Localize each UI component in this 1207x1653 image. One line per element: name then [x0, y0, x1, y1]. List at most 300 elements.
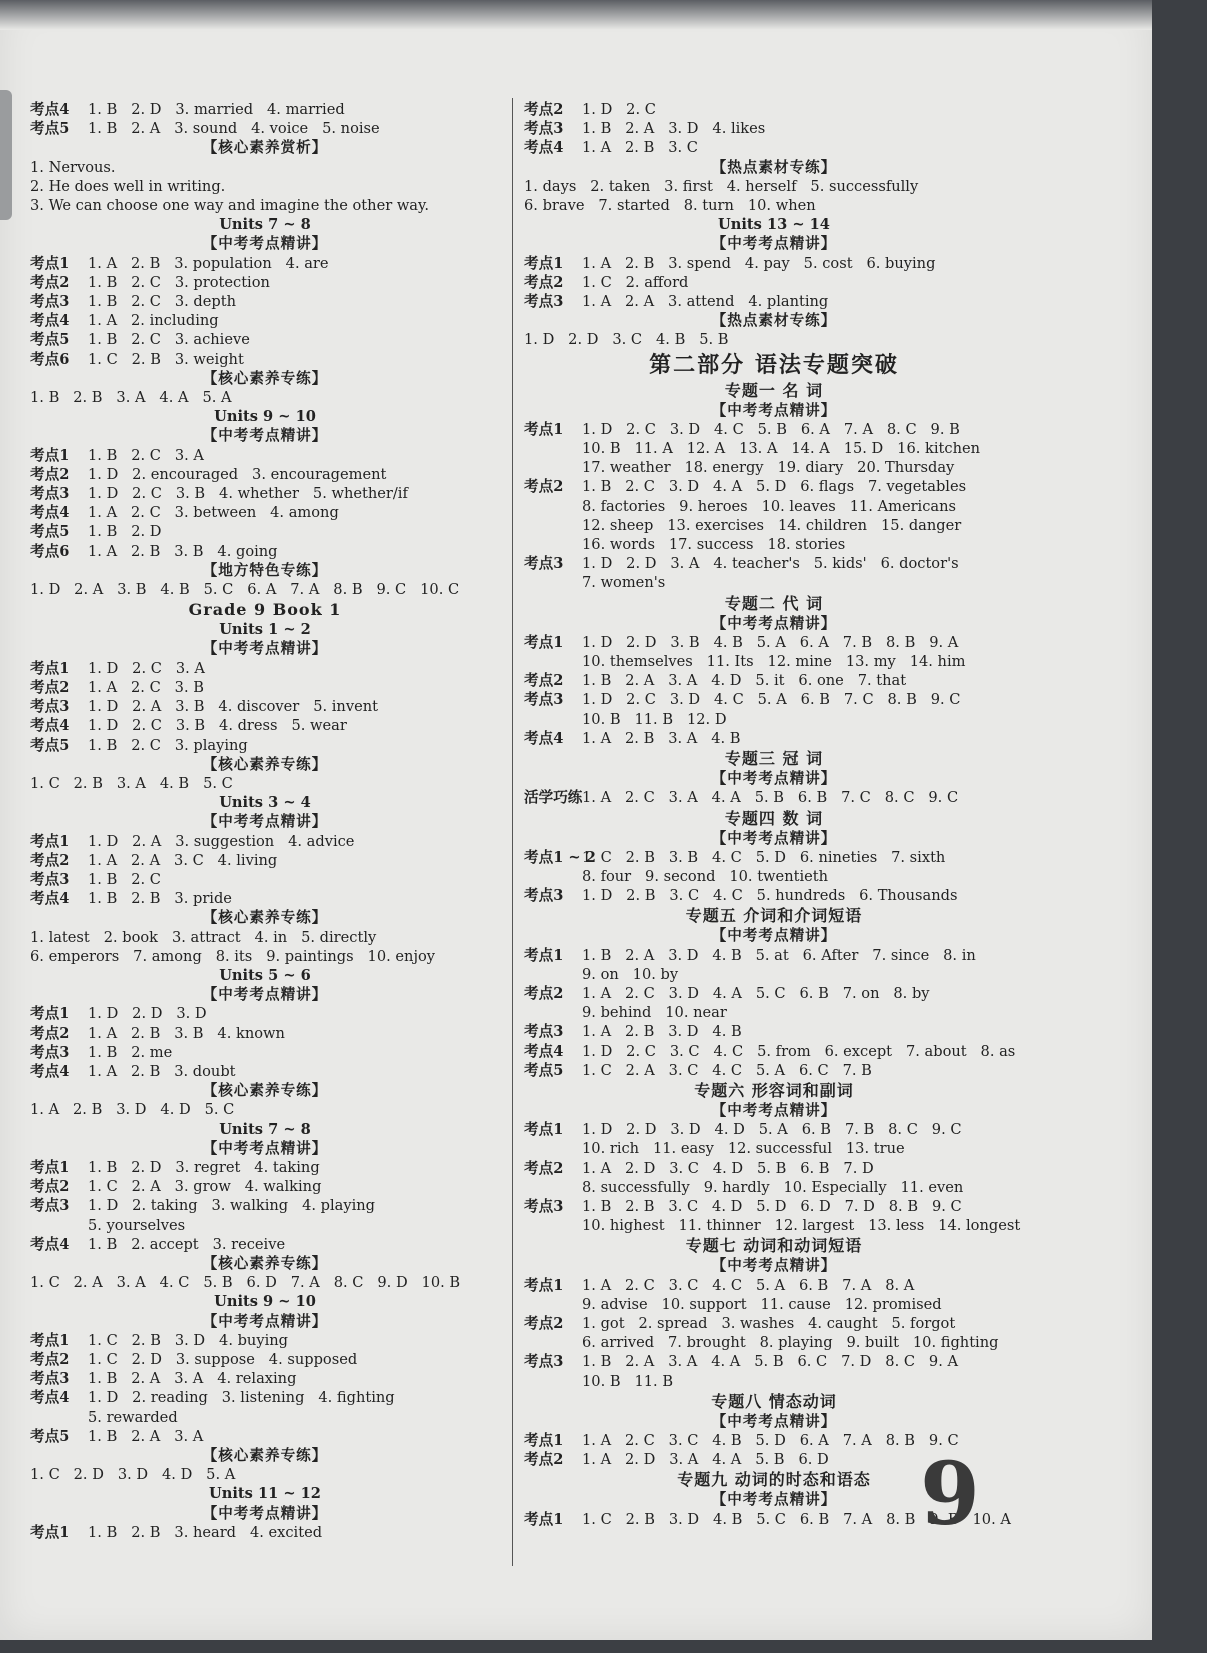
answers-text: 1. got 2. spread 3. washes 4. caught 5. forgot [582, 1314, 956, 1332]
answer-row [30, 1331, 500, 1350]
answers-text: 10. B 11. B 12. D [582, 710, 727, 728]
unit-heading: Units 9 ~ 10 [214, 1293, 316, 1311]
answer-row-continued [30, 1216, 500, 1235]
question-point-label: 考点4 [30, 101, 70, 118]
question-point-label: 考点6 [30, 350, 70, 368]
section-subheading: 【中考考点精讲】 [711, 927, 837, 945]
question-point-label: 考点4 [30, 312, 70, 330]
answers-text: 1. A 2. C 3. B [88, 678, 204, 696]
answers-text: 1. D 2. reading 3. listening 4. fighting [88, 1389, 395, 1407]
answer-row-continued [524, 652, 1024, 671]
answer-line: 2. He does well in writing. [30, 177, 226, 195]
unit-heading: Units 13 ~ 14 [718, 216, 830, 234]
answer-row [30, 1177, 500, 1196]
answers-text: 1. C 2. B 3. D 4. B 5. C 6. B 7. A 8. B 9. B 10. A [582, 1510, 1011, 1528]
topic-heading: 专题五 介词和介词短语 [685, 906, 863, 926]
answer-line: 1. A 2. B 3. D 4. D 5. C [30, 1101, 235, 1119]
answers-text: 1. B 2. A 3. A 4. D 5. it 6. one 7. that [582, 672, 907, 690]
section-subheading: 【中考考点精讲】 [711, 770, 837, 788]
answers-text: 1. D 2. D 3. A 4. teacher's 5. kids' 6. doctor's [582, 555, 959, 573]
question-point-label: 考点1 [524, 1431, 564, 1449]
answer-row-continued [524, 1003, 1024, 1022]
section-subheading: 【地方特色专练】 [202, 561, 328, 579]
question-point-label: 考点1 [524, 254, 564, 272]
section-subheading: 【核心素养专练】 [202, 369, 328, 387]
answers-text: 1. A 2. B 3. C [582, 139, 698, 157]
answer-row-continued [524, 1333, 1024, 1352]
answers-text: 1. B 2. D [88, 523, 162, 541]
answer-row [524, 1042, 1024, 1061]
answers-text: 1. A 2. B 3. B 4. known [88, 1024, 285, 1042]
answer-row [30, 100, 500, 119]
answers-text: 1. B 2. A 3. D 4. B 5. at 6. After 7. since 8. in [582, 946, 976, 964]
answer-line: 1. D 2. A 3. B 4. B 5. C 6. A 7. A 8. B 9. C 10. C [30, 581, 460, 599]
answer-row [30, 1369, 500, 1388]
answer-row [30, 1043, 500, 1062]
answer-row [524, 1022, 1024, 1041]
question-point-label: 考点4 [30, 504, 70, 522]
answers-text: 8. factories 9. heroes 10. leaves 11. Americans [582, 497, 956, 515]
answer-row-continued [524, 439, 1024, 458]
unit-heading: Units 11 ~ 12 [209, 1485, 321, 1503]
answers-text: 10. highest 11. thinner 12. largest 13. less 14. longest [582, 1217, 1021, 1235]
answer-row [524, 1352, 1024, 1371]
answers-text: 5. rewarded [88, 1408, 178, 1426]
section-subheading: 【核心素养专练】 [202, 1082, 328, 1100]
answer-row [30, 1062, 500, 1081]
top-shadow [0, 0, 1152, 30]
section-subheading: 【热点素材专练】 [711, 312, 837, 330]
topic-heading: 专题八 情态动词 [711, 1391, 837, 1411]
topic-heading: 专题六 形容词和副词 [694, 1080, 854, 1100]
answer-line: 3. We can choose one way and imagine the other way. [30, 197, 429, 215]
unit-heading: Units 9 ~ 10 [214, 408, 316, 426]
answers-text: 9. advise 10. support 11. cause 12. promised [582, 1295, 942, 1313]
question-point-label: 考点1 [30, 832, 70, 850]
answer-line: 1. C 2. A 3. A 4. C 5. B 6. D 7. A 8. C 9. D 10. B [30, 1274, 461, 1292]
question-point-label: 考点2 [30, 1178, 70, 1196]
question-point-label: 考点2 [30, 678, 70, 696]
question-point-label: 考点1 [30, 446, 70, 464]
answer-line: 1. B 2. B 3. A 4. A 5. A [30, 389, 232, 407]
answers-text: 1. C 2. afford [582, 273, 689, 291]
topic-heading: 专题二 代 词 [724, 593, 824, 613]
answers-text: 1. A 2. B 3. D 4. B [582, 1023, 742, 1041]
answer-line: 1. D 2. D 3. C 4. B 5. B [524, 331, 729, 349]
answers-text: 1. C 2. A 3. C 4. C 5. A 6. C 7. B [582, 1061, 872, 1079]
part-title: 第二部分 语法专题突破 [649, 351, 899, 378]
answers-text: 1. D 2. C 3. A [88, 659, 205, 677]
section-subheading: 【核心素养专练】 [202, 1254, 328, 1272]
section-subheading: 【热点素材专练】 [711, 158, 837, 176]
question-point-label: 考点3 [30, 1197, 70, 1215]
answers-text: 1. A 2. including [88, 312, 219, 330]
answer-row-continued [524, 710, 1024, 729]
unit-heading: Units 1 ~ 2 [219, 621, 311, 639]
answers-text: 1. B 2. A 3. sound 4. voice 5. noise [88, 120, 380, 138]
question-point-label: 考点3 [524, 120, 564, 138]
answer-row [524, 848, 1024, 867]
question-point-label: 考点5 [30, 736, 70, 754]
answer-row [524, 886, 1024, 905]
question-point-label: 考点2 [524, 101, 564, 118]
answer-row [30, 350, 500, 369]
answers-text: 1. A 2. D 3. C 4. D 5. B 6. B 7. D [582, 1159, 874, 1177]
answer-row-continued [524, 535, 1024, 554]
answers-text: 1. B 2. C 3. A [88, 446, 204, 464]
answer-row [524, 420, 1024, 439]
question-point-label: 考点1 [30, 659, 70, 677]
section-subheading: 【核心素养专练】 [202, 755, 328, 773]
section-subheading: 【中考考点精讲】 [202, 986, 328, 1004]
question-point-label: 考点3 [30, 1370, 70, 1388]
answer-row [30, 330, 500, 349]
question-point-label: 考点1 [524, 1276, 564, 1294]
answers-text: 1. A 2. C 3. D 4. A 5. C 6. B 7. on 8. by [582, 984, 930, 1002]
answer-row [30, 1235, 500, 1254]
answers-text: 1. B 2. A 3. A 4. relaxing [88, 1370, 297, 1388]
question-point-label: 考点2 [524, 984, 564, 1002]
answers-text: 1. D 2. D 3. B 4. B 5. A 6. A 7. B 8. B 9. A [582, 633, 959, 651]
answer-row [524, 477, 1024, 496]
topic-heading: Grade 9 Book 1 [188, 600, 342, 620]
answer-row [30, 1158, 500, 1177]
answers-text: 1. D 2. B 3. C 4. C 5. hundreds 6. Thousands [582, 887, 958, 905]
answers-text: 1. B 2. C 3. depth [88, 293, 236, 311]
question-point-label: 考点4 [30, 1389, 70, 1407]
question-point-label: 考点1 ~ 2 [524, 848, 596, 866]
question-point-label: 考点3 [30, 293, 70, 311]
answers-text: 1. B 2. C 3. achieve [88, 331, 250, 349]
question-point-label: 考点4 [30, 717, 70, 735]
answer-row [30, 1024, 500, 1043]
question-point-label: 考点5 [30, 120, 70, 138]
page-edge-tab [0, 90, 12, 220]
question-point-label: 活学巧练 [524, 789, 583, 807]
answer-row [30, 678, 500, 697]
question-point-label: 考点2 [30, 465, 70, 483]
answer-row [30, 1388, 500, 1407]
answers-text: 1. D 2. C [582, 101, 656, 118]
question-point-label: 考点3 [524, 293, 564, 311]
answers-text: 1. A 2. B 3. spend 4. pay 5. cost 6. buying [582, 254, 936, 272]
answer-row [30, 1196, 500, 1215]
section-subheading: 【中考考点精讲】 [711, 1101, 837, 1119]
answers-text: 7. women's [582, 574, 666, 592]
answers-text: 8. successfully 9. hardly 10. Especially 11. even [582, 1178, 964, 1196]
answer-row [524, 1159, 1024, 1178]
answer-row-continued [524, 458, 1024, 477]
section-subheading: 【核心素养专练】 [202, 909, 328, 927]
answer-row-continued [30, 1408, 500, 1427]
answers-text: 1. A 2. A 3. attend 4. planting [582, 293, 829, 311]
answer-row-continued [524, 867, 1024, 886]
answers-text: 1. D 2. A 3. B 4. discover 5. invent [88, 698, 378, 716]
question-point-label: 考点2 [30, 273, 70, 291]
answers-text: 8. four 9. second 10. twentieth [582, 867, 829, 885]
section-subheading: 【核心素养专练】 [202, 1447, 328, 1465]
answers-text: 1. D 2. C 3. B 4. whether 5. whether/if [88, 485, 408, 503]
question-point-label: 考点4 [30, 1062, 70, 1080]
answer-row [30, 889, 500, 908]
answers-text: 17. weather 18. energy 19. diary 20. Thursday [582, 459, 955, 477]
question-point-label: 考点3 [524, 555, 564, 573]
answers-text: 1. A 2. B 3. doubt [88, 1062, 236, 1080]
answer-row [30, 659, 500, 678]
answers-text: 1. D 2. C 3. D 4. C 5. B 6. A 7. A 8. C 9. B [582, 420, 960, 438]
topic-heading: 专题七 动词和动词短语 [685, 1236, 863, 1256]
answer-row-continued [524, 516, 1024, 535]
answer-row [30, 832, 500, 851]
answer-line: 1. C 2. D 3. D 4. D 5. A [30, 1466, 236, 1484]
question-point-label: 考点3 [30, 1043, 70, 1061]
answer-row-continued [524, 1216, 1024, 1235]
answers-text: 1. D 2. D 3. D 4. D 5. A 6. B 7. B 8. C 9. C [582, 1121, 962, 1139]
section-subheading: 【中考考点精讲】 [202, 1139, 328, 1157]
question-point-label: 考点1 [524, 633, 564, 651]
answers-text: 1. B 2. C [88, 870, 161, 888]
answer-row [524, 946, 1024, 965]
answers-text: 1. B 2. accept 3. receive [88, 1235, 286, 1253]
question-point-label: 考点1 [524, 420, 564, 438]
section-subheading: 【中考考点精讲】 [711, 401, 837, 419]
section-subheading: 【中考考点精讲】 [711, 829, 837, 847]
answer-row [524, 292, 1024, 311]
answers-text: 1. D 2. D 3. D [88, 1005, 207, 1023]
answer-row [30, 1427, 500, 1446]
answers-text: 16. words 17. success 18. stories [582, 536, 846, 554]
question-point-label: 考点4 [30, 1235, 70, 1253]
answer-line: 6. emperors 7. among 8. its 9. paintings 10. enjoy [30, 947, 435, 965]
question-point-label: 考点2 [524, 273, 564, 291]
answers-text: 12. sheep 13. exercises 14. children 15. danger [582, 516, 962, 534]
answer-row-continued [524, 1295, 1024, 1314]
answers-text: 1. D 2. taking 3. walking 4. playing [88, 1197, 375, 1215]
section-subheading: 【中考考点精讲】 [711, 1491, 837, 1509]
question-point-label: 考点1 [30, 1331, 70, 1349]
answers-text: 1. B 2. A 3. A 4. A 5. B 6. C 7. D 8. C 9. A [582, 1353, 959, 1371]
topic-heading: 专题九 动词的时态和语态 [677, 1470, 871, 1490]
answers-text: 1. A 2. A 3. C 4. living [88, 851, 278, 869]
answer-row [524, 100, 1024, 119]
answer-row [30, 273, 500, 292]
question-point-label: 考点3 [524, 887, 564, 905]
unit-heading: Units 7 ~ 8 [219, 216, 311, 234]
answers-text: 10. themselves 11. Its 12. mine 13. my 14. him [582, 653, 966, 671]
answers-text: 1. B 2. C 3. protection [88, 273, 270, 291]
answer-row [30, 1004, 500, 1023]
question-point-label: 考点3 [524, 1023, 564, 1041]
answers-text: 1. A 2. B 3. population 4. are [88, 254, 329, 272]
question-point-label: 考点1 [30, 1005, 70, 1023]
section-subheading: 【中考考点精讲】 [202, 813, 328, 831]
section-subheading: 【核心素养赏析】 [202, 139, 328, 157]
answers-text: 1. B 2. D 3. regret 4. taking [88, 1158, 320, 1176]
answers-text: 10. B 11. A 12. A 13. A 14. A 15. D 16. kitchen [582, 440, 981, 458]
answer-line: 1. Nervous. [30, 158, 116, 176]
answer-row [30, 736, 500, 755]
question-point-label: 考点5 [524, 1061, 564, 1079]
answer-line: 1. days 2. taken 3. first 4. herself 5. successfully [524, 177, 919, 195]
answer-row [30, 870, 500, 889]
answers-text: 1. A 2. B 3. A 4. B [582, 729, 741, 747]
answers-text: 9. behind 10. near [582, 1004, 727, 1022]
question-point-label: 考点1 [524, 1121, 564, 1139]
answer-row [524, 671, 1024, 690]
question-point-label: 考点3 [524, 1197, 564, 1215]
question-point-label: 考点4 [30, 890, 70, 908]
answer-row [30, 311, 500, 330]
answer-line: 1. C 2. B 3. A 4. B 5. C [30, 774, 233, 792]
answer-row [30, 292, 500, 311]
answer-row [524, 690, 1024, 709]
answer-row-continued [524, 497, 1024, 516]
question-point-label: 考点3 [30, 698, 70, 716]
answer-row [30, 503, 500, 522]
question-point-label: 考点4 [524, 1042, 564, 1060]
answers-text: 1. C 2. B 3. D 4. buying [88, 1331, 288, 1349]
answer-row [524, 1061, 1024, 1080]
answers-text: 1. C 2. D 3. suppose 4. supposed [88, 1351, 358, 1368]
answer-row [524, 729, 1024, 748]
answers-text: 1. D 2. A 3. suggestion 4. advice [88, 832, 355, 850]
topic-heading: 专题四 数 词 [724, 808, 824, 828]
section-subheading: 【中考考点精讲】 [202, 427, 328, 445]
topic-heading: 专题三 冠 词 [724, 749, 824, 769]
question-point-label: 考点5 [30, 1427, 70, 1445]
answer-row [524, 1314, 1024, 1333]
answers-text: 1. B 2. A 3. D 4. likes [582, 120, 766, 138]
topic-heading: 专题一 名 词 [724, 380, 824, 400]
question-point-label: 考点4 [524, 729, 564, 747]
page-number: 9 [920, 1444, 980, 1545]
answer-row [524, 1197, 1024, 1216]
section-subheading: 【中考考点精讲】 [202, 1504, 328, 1522]
answers-text: 1. D 2. encouraged 3. encouragement [88, 465, 387, 483]
section-subheading: 【中考考点精讲】 [711, 614, 837, 632]
answers-text: 1. B 2. C 3. D 4. A 5. D 6. flags 7. vegetables [582, 478, 967, 496]
unit-heading: Units 5 ~ 6 [219, 966, 311, 984]
answer-row-continued [524, 1139, 1024, 1158]
answer-row [30, 1523, 500, 1542]
answers-text: 1. B 2. me [88, 1043, 173, 1061]
section-subheading: 【中考考点精讲】 [202, 235, 328, 253]
question-point-label: 考点2 [30, 1351, 70, 1368]
answers-text: 10. rich 11. easy 12. successful 13. true [582, 1140, 905, 1158]
question-point-label: 考点2 [524, 1314, 564, 1332]
answers-text: 1. C 2. B 3. B 4. C 5. D 6. nineties 7. sixth [582, 848, 946, 866]
answers-text: 1. D 2. C 3. D 4. C 5. A 6. B 7. C 8. B 9. C [582, 691, 961, 709]
question-point-label: 考点3 [30, 485, 70, 503]
answers-text: 9. on 10. by [582, 965, 679, 983]
column-divider [512, 98, 513, 1566]
answer-row [524, 1120, 1024, 1139]
question-point-label: 考点2 [30, 851, 70, 869]
question-point-label: 考点3 [524, 691, 564, 709]
answer-row [30, 465, 500, 484]
left-column [30, 100, 500, 1542]
unit-heading: Units 3 ~ 4 [219, 794, 311, 812]
answer-row [30, 119, 500, 138]
answers-text: 1. B 2. B 3. pride [88, 890, 232, 908]
right-column [524, 100, 1024, 1529]
question-point-label: 考点4 [524, 139, 564, 157]
answer-line: 6. brave 7. started 8. turn 10. when [524, 197, 816, 215]
answers-text: 1. A 2. C 3. C 4. B 5. D 6. A 7. A 8. B 9. C [582, 1431, 959, 1449]
answers-text: 1. A 2. B 3. B 4. going [88, 542, 278, 560]
answer-row-continued [524, 1178, 1024, 1197]
answers-text: 1. A 2. C 3. C 4. C 5. A 6. B 7. A 8. A [582, 1276, 915, 1294]
answer-row-continued [524, 965, 1024, 984]
answer-row [30, 851, 500, 870]
answer-row [524, 1276, 1024, 1295]
answers-text: 1. B 2. C 3. playing [88, 736, 248, 754]
question-point-label: 考点2 [524, 1451, 564, 1469]
answers-text: 1. B 2. D 3. married 4. married [88, 101, 345, 118]
unit-heading: Units 7 ~ 8 [219, 1120, 311, 1138]
question-point-label: 考点2 [30, 1024, 70, 1042]
answers-text: 1. B 2. B 3. C 4. D 5. D 6. D 7. D 8. B 9. C [582, 1197, 962, 1215]
answer-row [30, 254, 500, 273]
question-point-label: 考点3 [524, 1353, 564, 1371]
question-point-label: 考点1 [524, 946, 564, 964]
section-subheading: 【中考考点精讲】 [202, 1312, 328, 1330]
answer-row [524, 119, 1024, 138]
answers-text: 1. A 2. C 3. A 4. A 5. B 6. B 7. C 8. C 9. C [582, 789, 959, 807]
question-point-label: 考点2 [524, 672, 564, 690]
answers-text: 6. arrived 7. brought 8. playing 9. built 10. fighting [582, 1334, 999, 1352]
answers-text: 1. D 2. C 3. B 4. dress 5. wear [88, 717, 347, 735]
question-point-label: 考点2 [524, 1159, 564, 1177]
question-point-label: 考点6 [30, 542, 70, 560]
answer-row [30, 1350, 500, 1369]
answer-row [30, 522, 500, 541]
question-point-label: 考点5 [30, 331, 70, 349]
answer-row [30, 446, 500, 465]
answers-text: 1. D 2. C 3. C 4. C 5. from 6. except 7. about 8. as [582, 1042, 1016, 1060]
section-subheading: 【中考考点精讲】 [711, 1257, 837, 1275]
answer-row [524, 633, 1024, 652]
answers-text: 1. C 2. A 3. grow 4. walking [88, 1178, 322, 1196]
answers-text: 5. yourselves [88, 1216, 186, 1234]
question-point-label: 考点1 [30, 1158, 70, 1176]
answers-text: 1. A 2. C 3. between 4. among [88, 504, 339, 522]
answer-row [524, 138, 1024, 157]
answers-text: 1. C 2. B 3. weight [88, 350, 244, 368]
section-subheading: 【中考考点精讲】 [711, 1412, 837, 1430]
answers-text: 1. B 2. A 3. A [88, 1427, 204, 1445]
answer-row [30, 484, 500, 503]
question-point-label: 考点1 [30, 1523, 70, 1541]
question-point-label: 考点5 [30, 523, 70, 541]
answer-line: 1. latest 2. book 3. attract 4. in 5. directly [30, 928, 377, 946]
question-point-label: 考点1 [30, 254, 70, 272]
answers-text: 10. B 11. B [582, 1372, 674, 1390]
answer-row [30, 697, 500, 716]
answer-row-continued [524, 1372, 1024, 1391]
answer-row [524, 788, 1024, 807]
question-point-label: 考点1 [524, 1510, 564, 1528]
answers-text: 1. A 2. D 3. A 4. A 5. B 6. D [582, 1451, 829, 1469]
answer-row [524, 273, 1024, 292]
question-point-label: 考点2 [524, 478, 564, 496]
section-subheading: 【中考考点精讲】 [202, 640, 328, 658]
answer-row [30, 716, 500, 735]
answer-row [524, 984, 1024, 1003]
section-subheading: 【中考考点精讲】 [711, 235, 837, 253]
answer-row-continued [524, 573, 1024, 592]
question-point-label: 考点3 [30, 870, 70, 888]
